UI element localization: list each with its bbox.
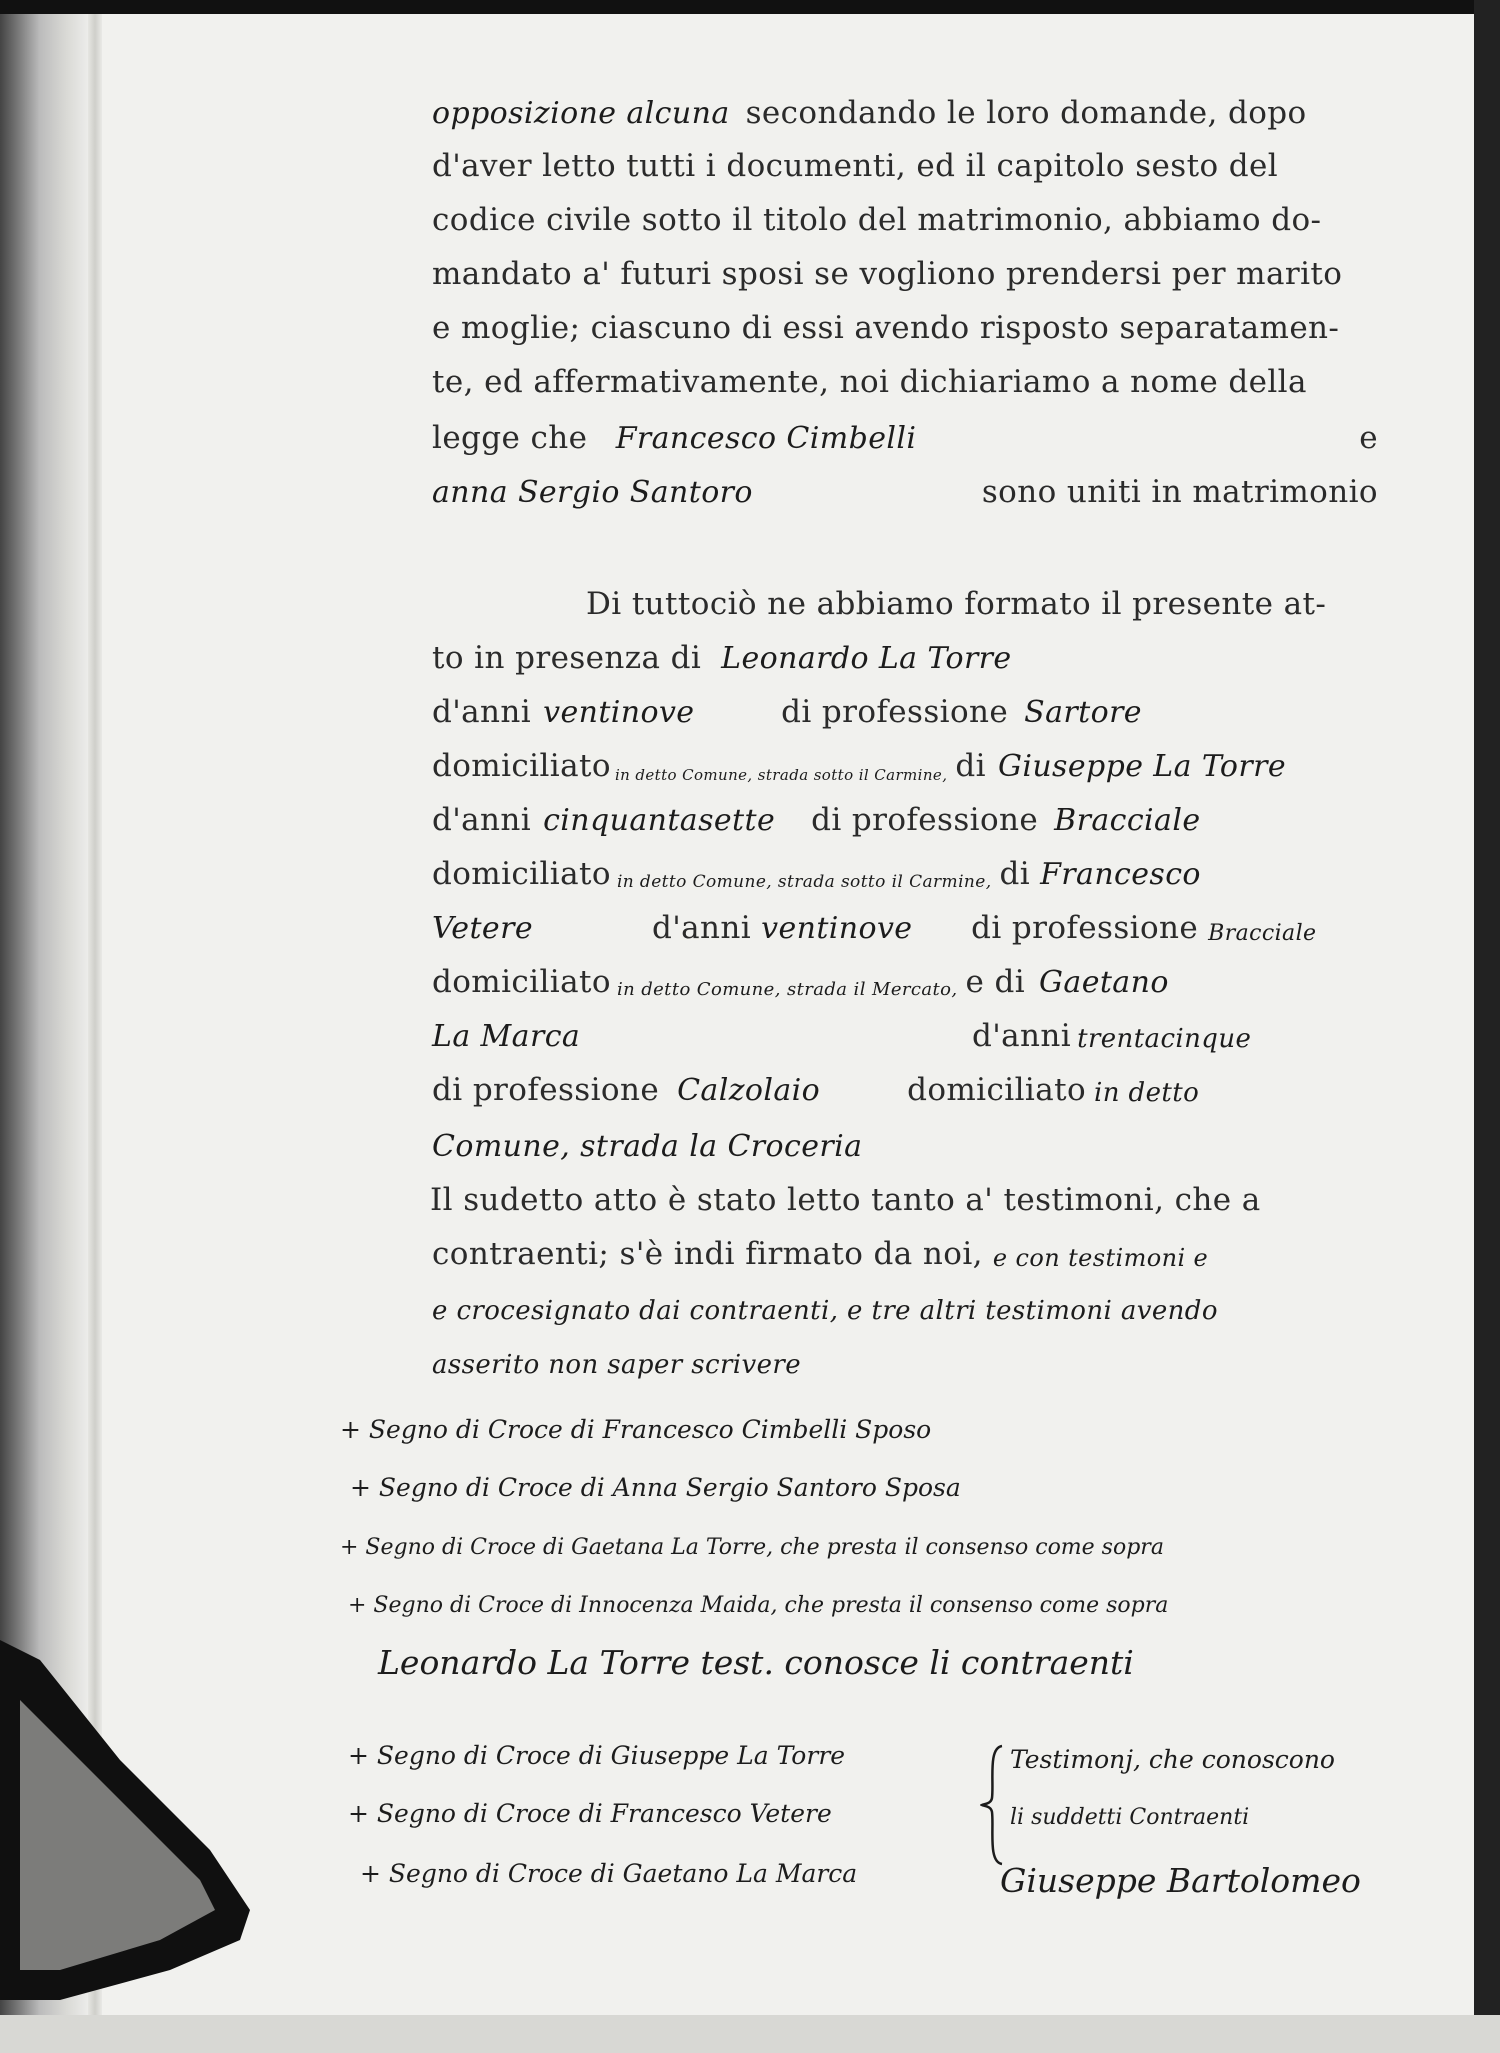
printed-text: e: [1359, 420, 1378, 456]
printed-text: di professione: [971, 910, 1199, 946]
handwritten-signature: Leonardo La Torre test. conosce li contraenti: [378, 1643, 1134, 1682]
signature-line: [360, 1832, 857, 1888]
witness-note: [1010, 1720, 1335, 1774]
handwritten-entry: Comune, strada la Croceria: [432, 1129, 863, 1164]
scan-edge-bottom: [0, 2015, 1500, 2053]
text-line-15: [432, 892, 1378, 946]
handwritten-entry: asserito non saper scrivere: [432, 1350, 801, 1380]
handwritten-entry: anna Sergio Santoro: [432, 475, 753, 510]
handwritten-entry: cinquantasette: [543, 803, 776, 838]
text-line-16: [432, 946, 1378, 1000]
signature-line: [340, 1504, 1164, 1560]
handwritten-entry: Gaetano: [1039, 965, 1169, 1000]
signature-line: [378, 1626, 1134, 1682]
handwritten-entry: opposizione alcuna: [432, 96, 730, 131]
text-line-11: [432, 676, 1378, 730]
handwritten-entry: e crocesignato dai contraenti, e tre altri testimoni avendo: [432, 1296, 1218, 1326]
handwritten-entry: ventinove: [543, 695, 695, 730]
handwritten-entry: Francesco: [1040, 857, 1201, 892]
handwritten-entry: ventinove: [761, 911, 913, 946]
printed-text: domiciliato: [432, 964, 611, 1000]
printed-text: d'anni: [432, 802, 532, 838]
handwritten-entry: Giuseppe La Torre: [997, 749, 1287, 784]
printed-text: legge che: [432, 420, 588, 456]
printed-text: te, ed affermativamente, noi dichiariamo a nome della: [432, 364, 1307, 400]
handwritten-entry: Francesco Cimbelli: [615, 421, 917, 456]
printed-text: e di: [965, 964, 1026, 1000]
handwritten-entry: La Marca: [432, 1019, 581, 1054]
text-line-7: [432, 402, 1378, 456]
handwritten-entry: in detto: [1094, 1078, 1200, 1108]
printed-text: domiciliato: [432, 856, 611, 892]
printed-text: di: [999, 856, 1031, 892]
text-line-22: [432, 1272, 1378, 1326]
text-line-2: [432, 130, 1378, 184]
text-line-21: [432, 1218, 1378, 1272]
printed-text: e moglie; ciascuno di essi avendo risposto separatamen-: [432, 310, 1340, 346]
handwritten-entry: Sartore: [1024, 695, 1142, 730]
handwritten-entry: trentacinque: [1077, 1024, 1252, 1054]
text-line-20: [430, 1164, 1376, 1218]
text-line-12: [432, 730, 1378, 784]
signature-line: [340, 1388, 931, 1444]
handwritten-note: li suddetti Contraenti: [1010, 1805, 1250, 1830]
printed-text: contraenti; s'è indi firmato da noi,: [432, 1236, 983, 1272]
text-line-14: [432, 838, 1378, 892]
text-line-19: [432, 1110, 1378, 1164]
text-line-13: [432, 784, 1378, 838]
scan-edge-right: [1474, 0, 1500, 2053]
handwritten-signature: + Segno di Croce di Gaetana La Torre, che presta il consenso come sopra: [340, 1535, 1164, 1560]
handwritten-entry: Vetere: [432, 911, 533, 946]
text-line-3: [432, 184, 1378, 238]
handwritten-signature: + Segno di Croce di Innocenza Maida, che presta il consenso come sopra: [348, 1593, 1169, 1618]
handwritten-entry: e con testimoni e: [992, 1244, 1209, 1272]
printed-text: di professione: [781, 694, 1009, 730]
handwritten-signature: + Segno di Croce di Francesco Vetere: [348, 1799, 832, 1828]
printed-text: mandato a' futuri sposi se vogliono prendersi per marito: [432, 256, 1343, 292]
text-line-17: [432, 1000, 1378, 1054]
printed-text: di professione: [432, 1072, 660, 1108]
folded-page-corner: [0, 1640, 260, 2000]
printed-text: to in presenza di: [432, 640, 702, 676]
text-line-4: [432, 238, 1378, 292]
printed-text: sono uniti in matrimonio: [981, 474, 1378, 510]
printed-text: Di tuttociò ne abbiamo formato il presente at-: [586, 586, 1327, 622]
text-line-10: [432, 622, 1378, 676]
text-line-1: [432, 77, 1378, 131]
officer-signature: [1000, 1846, 1361, 1900]
text-line-5: [432, 292, 1378, 346]
text-line-8: [432, 456, 1378, 510]
handwritten-signature: Giuseppe Bartolomeo: [1000, 1861, 1361, 1900]
printed-text: d'aver letto tutti i documenti, ed il capitolo sesto del: [432, 148, 1279, 184]
handwritten-note: Testimonj, che conoscono: [1010, 1745, 1335, 1774]
printed-text: d'anni: [652, 910, 752, 946]
handwritten-signature: + Segno di Croce di Giuseppe La Torre: [348, 1741, 846, 1770]
printed-text: Il sudetto atto è stato letto tanto a' testimoni, che a: [430, 1182, 1261, 1218]
printed-text: d'anni: [432, 694, 532, 730]
handwritten-entry: in detto Comune, strada sotto il Carmine,: [614, 766, 948, 784]
text-line-6: [432, 346, 1378, 400]
handwritten-entry: in detto Comune, strada sotto il Carmine,: [616, 872, 992, 892]
scan-edge-top: [0, 0, 1500, 14]
handwritten-entry: Leonardo La Torre: [721, 641, 1012, 676]
printed-text: domiciliato: [907, 1072, 1087, 1108]
text-line-23: [432, 1326, 1378, 1380]
signature-line: [348, 1562, 1168, 1618]
handwritten-entry: Bracciale: [1054, 803, 1201, 838]
printed-text: secondando le loro domande, dopo: [745, 95, 1307, 131]
printed-text: domiciliato: [432, 748, 611, 784]
handwritten-signature: + Segno di Croce di Gaetano La Marca: [360, 1859, 858, 1888]
handwritten-entry: Calzolaio: [677, 1073, 821, 1108]
witness-note: [1010, 1776, 1249, 1830]
handwritten-entry: Bracciale: [1208, 921, 1317, 946]
signature-line: [348, 1772, 832, 1828]
text-line-18: [432, 1054, 1378, 1108]
printed-text: codice civile sotto il titolo del matrimonio, abbiamo do-: [432, 202, 1322, 238]
printed-text: di professione: [811, 802, 1039, 838]
text-line-9: [586, 568, 1378, 622]
signature-line: [350, 1446, 961, 1502]
handwritten-signature: + Segno di Croce di Francesco Cimbelli Sposo: [340, 1415, 932, 1444]
printed-text: di: [955, 748, 986, 784]
handwritten-entry: in detto Comune, strada il Mercato,: [616, 979, 958, 1000]
signature-line: [348, 1714, 845, 1770]
handwritten-signature: + Segno di Croce di Anna Sergio Santoro Sposa: [350, 1473, 961, 1502]
printed-text: d'anni: [972, 1018, 1072, 1054]
